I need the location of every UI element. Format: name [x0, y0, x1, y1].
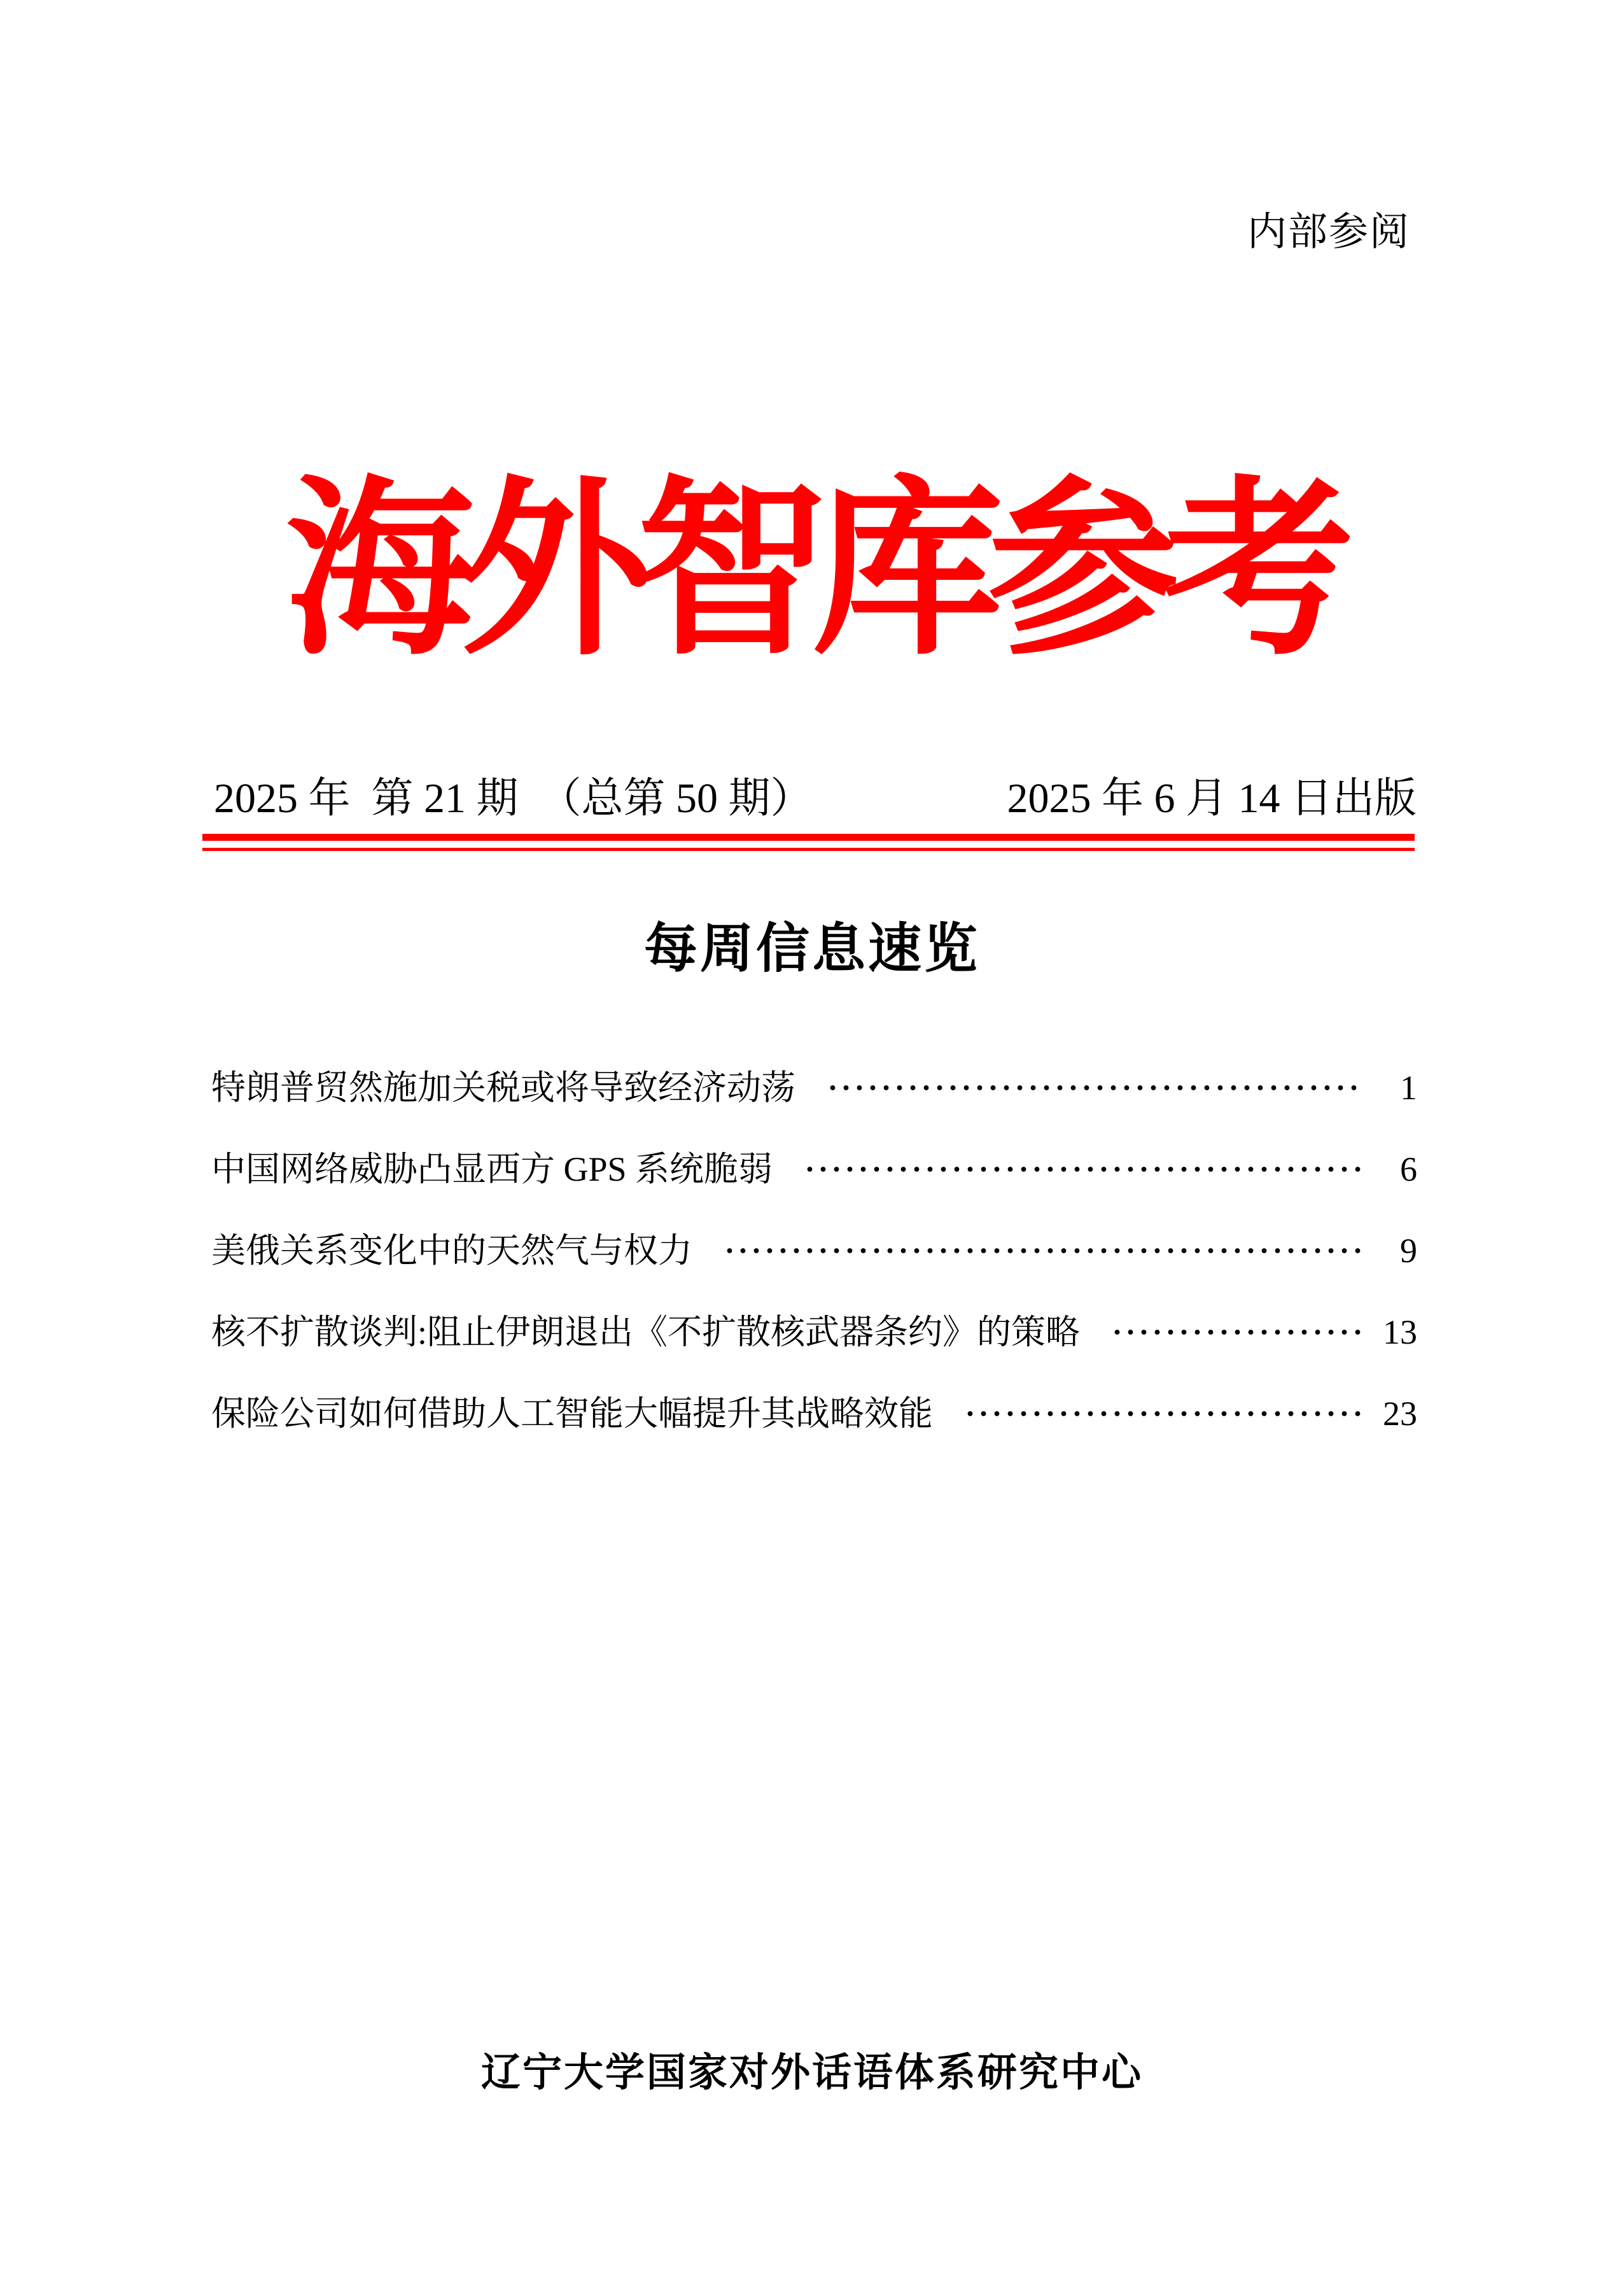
red-rule-thin — [202, 848, 1415, 851]
dot-leader — [1110, 1291, 1364, 1373]
publication-title: 海外智库参考 — [285, 466, 1339, 677]
table-of-contents — [211, 1047, 1417, 1454]
dot-leader — [803, 1128, 1364, 1210]
toc-entry-page: 6 — [1400, 1150, 1417, 1188]
dot-leader — [723, 1210, 1364, 1291]
red-rule-thick — [202, 834, 1415, 841]
publish-date: 2025 年 6 月 14 日出版 — [1007, 775, 1417, 822]
toc-section-title: 每周信息速览 — [643, 918, 980, 978]
toc-entry — [211, 1047, 1417, 1128]
classification-mark: 内部参阅 — [1247, 211, 1411, 254]
toc-entry — [211, 1128, 1417, 1210]
toc-entry-title: 保险公司如何借助人工智能大幅提升其战略效能 — [211, 1395, 933, 1433]
publisher-name: 辽宁大学国家对外话语体系研究中心 — [480, 2051, 1143, 2095]
toc-entry-title: 中国网络威胁凸显西方 GPS 系统脆弱 — [211, 1150, 773, 1188]
toc-entry-page: 13 — [1383, 1313, 1417, 1351]
toc-entry — [211, 1210, 1417, 1291]
dot-leader — [963, 1373, 1364, 1454]
dot-leader — [826, 1047, 1364, 1128]
toc-entry-title: 美俄关系变化中的天然气与权力 — [211, 1232, 692, 1270]
toc-entry — [211, 1291, 1417, 1373]
issue-number: 2025 年 第 21 期 （总第 50 期） — [214, 775, 813, 822]
toc-entry-title: 核不扩散谈判:阻止伊朗退出《不扩散核武器条约》的策略 — [211, 1313, 1081, 1351]
toc-entry-page: 1 — [1400, 1069, 1417, 1107]
toc-entry-title: 特朗普贸然施加关税或将导致经济动荡 — [211, 1069, 795, 1107]
issue-info-row — [214, 775, 1417, 822]
toc-entry-page: 23 — [1383, 1395, 1417, 1433]
toc-entry-page: 9 — [1400, 1232, 1417, 1270]
toc-entry — [211, 1373, 1417, 1454]
